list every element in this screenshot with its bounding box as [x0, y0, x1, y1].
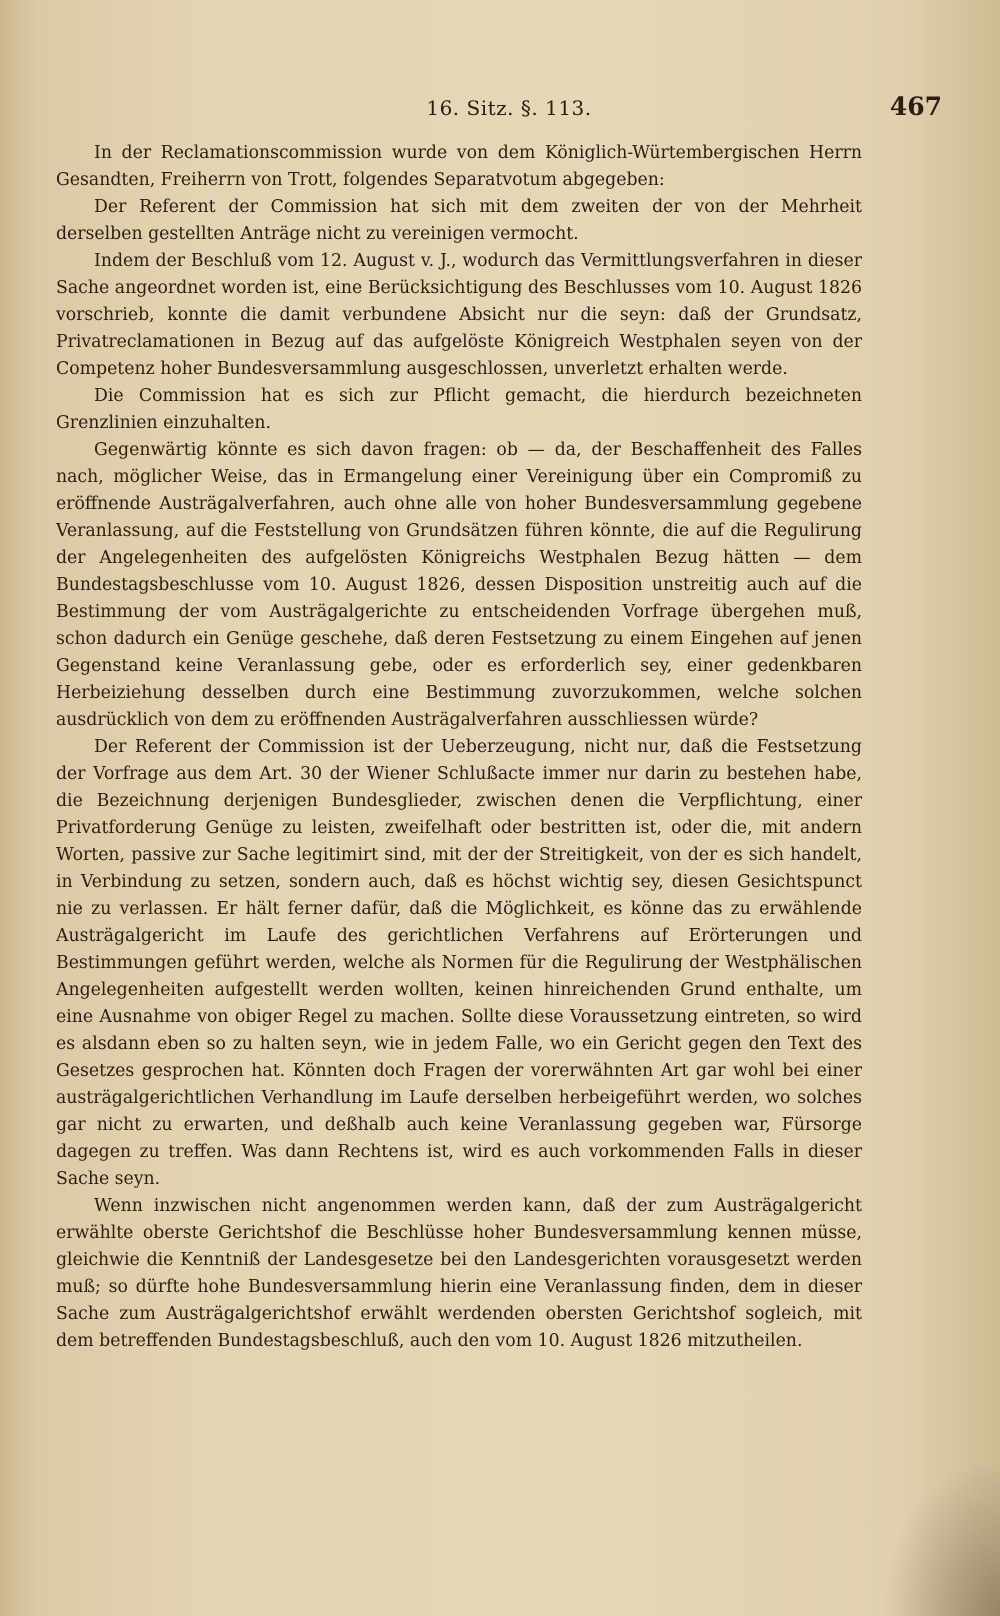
- paragraph-3: Indem der Beschluß vom 12. August v. J., wodurch das Vermittlungsverfahren in dieser Sache angeordnet worden ist, eine Berücksichtigung des Beschlusses vom 10. August 1826 vorschrieb, konnte die damit verbundene Absicht nur die seyn: daß der Grundsatz, Privatreclamationen in Bezug auf das aufgelöste Königreich Westphalen seyen von der Competenz hoher Bundesversammlung ausgeschlossen, unverletzt erhalten werde.: [56, 251, 862, 379]
- paragraph-4: Die Commission hat es sich zur Pflicht gemacht, die hierdurch bezeichneten Grenzlinien einzuhalten.: [56, 386, 862, 433]
- page-number: 467: [889, 92, 942, 121]
- body-text: [56, 140, 862, 1355]
- paragraph-7: Wenn inzwischen nicht angenommen werden kann, daß der zum Austrägalgericht erwählte oberste Gerichtshof die Beschlüsse hoher Bundesversammlung kennen müsse, gleichwie die Kenntniß der Landesgesetze bei den Landesgerichten vorausgesetzt werden muß; so dürfte hohe Bundesversammlung hierin eine Veranlassung finden, dem in dieser Sache zum Austrägalgerichtshof erwählt werdenden obersten Gerichtshof sogleich, mit dem betreffenden Bundestagsbeschluß, auch den vom 10. August 1826 mitzutheilen.: [56, 1196, 862, 1351]
- page-header: [58, 92, 960, 130]
- paragraph-1: In der Reclamationscommission wurde von dem Königlich-Würtembergischen Herrn Gesandten, Freiherrn von Trott, folgendes Separatvotum abgegeben:: [56, 143, 862, 190]
- paragraph-6: Der Referent der Commission ist der Ueberzeugung, nicht nur, daß die Festsetzung der Vorfrage aus dem Art. 30 der Wiener Schlußacte immer nur darin zu bestehen habe, die Bezeichnung derjenigen Bundesglieder, zwischen denen die Verpflichtung, einer Privatforderung Genüge zu leisten, zweifelhaft oder bestritten ist, oder die, mit andern Worten, passive zur Sache legitimirt sind, mit der der Streitigkeit, von der es sich handelt, in Verbindung zu setzen, sondern auch, daß es höchst wichtig sey, diesen Gesichtspunct nie zu verlassen. Er hält ferner dafür, daß die Möglichkeit, es könne das zu erwählende Austrägalgericht im Laufe des gerichtlichen Verfahrens auf Erörterungen und Bestimmungen geführt werden, welche als Normen für die Regulirung der Westphälischen Angelegenheiten aufgestellt werden wollten, keinen hinreichenden Grund enthalte, um eine Ausnahme von obiger Regel zu machen. Sollte diese Voraussetzung eintreten, so wird es alsdann eben so zu halten seyn, wie in jedem Falle, wo ein Gericht gegen den Text des Gesetzes gesprochen hat. Könnten doch Fragen der vorerwähnten Art gar wohl bei einer austrägalgerichtlichen Verhandlung im Laufe derselben herbeigeführt werden, wo solches gar nicht zu erwarten, und deßhalb auch keine Veranlassung gegeben war, Fürsorge dagegen zu treffen. Was dann Rechtens ist, wird es auch vorkommenden Falls in dieser Sache seyn.: [56, 737, 862, 1189]
- corner-shadow: [880, 1456, 1000, 1616]
- paragraph-2: Der Referent der Commission hat sich mit dem zweiten der von der Mehrheit derselben gestellten Anträge nicht zu vereinigen vermocht.: [56, 197, 862, 244]
- paragraph-5: Gegenwärtig könnte es sich davon fragen: ob — da, der Beschaffenheit des Falles nach, möglicher Weise, das in Ermangelung einer Vereinigung über ein Compromiß zu eröffnende Austrägalverfahren, auch ohne alle von hoher Bundesversammlung gegebene Veranlassung, auf die Feststellung von Grundsätzen führen könnte, die auf die Regulirung der Angelegenheiten des aufgelösten Königreichs Westphalen Bezug hätten — dem Bundestagsbeschlusse vom 10. August 1826, dessen Disposition unstreitig auch auf die Bestimmung der vom Austrägalgerichte zu entscheidenden Vorfrage übergehen muß, schon dadurch ein Genüge geschehe, daß deren Festsetzung zu einem Eingehen auf jenen Gegenstand keine Veranlassung gebe, oder es erforderlich sey, einer gedenkbaren Herbeiziehung desselben durch eine Bestimmung zuvorzukommen, welche solchen ausdrücklich von dem zu eröffnenden Austrägalverfahren ausschliessen würde?: [56, 440, 862, 730]
- running-head: 16. Sitz. §. 113.: [426, 96, 592, 120]
